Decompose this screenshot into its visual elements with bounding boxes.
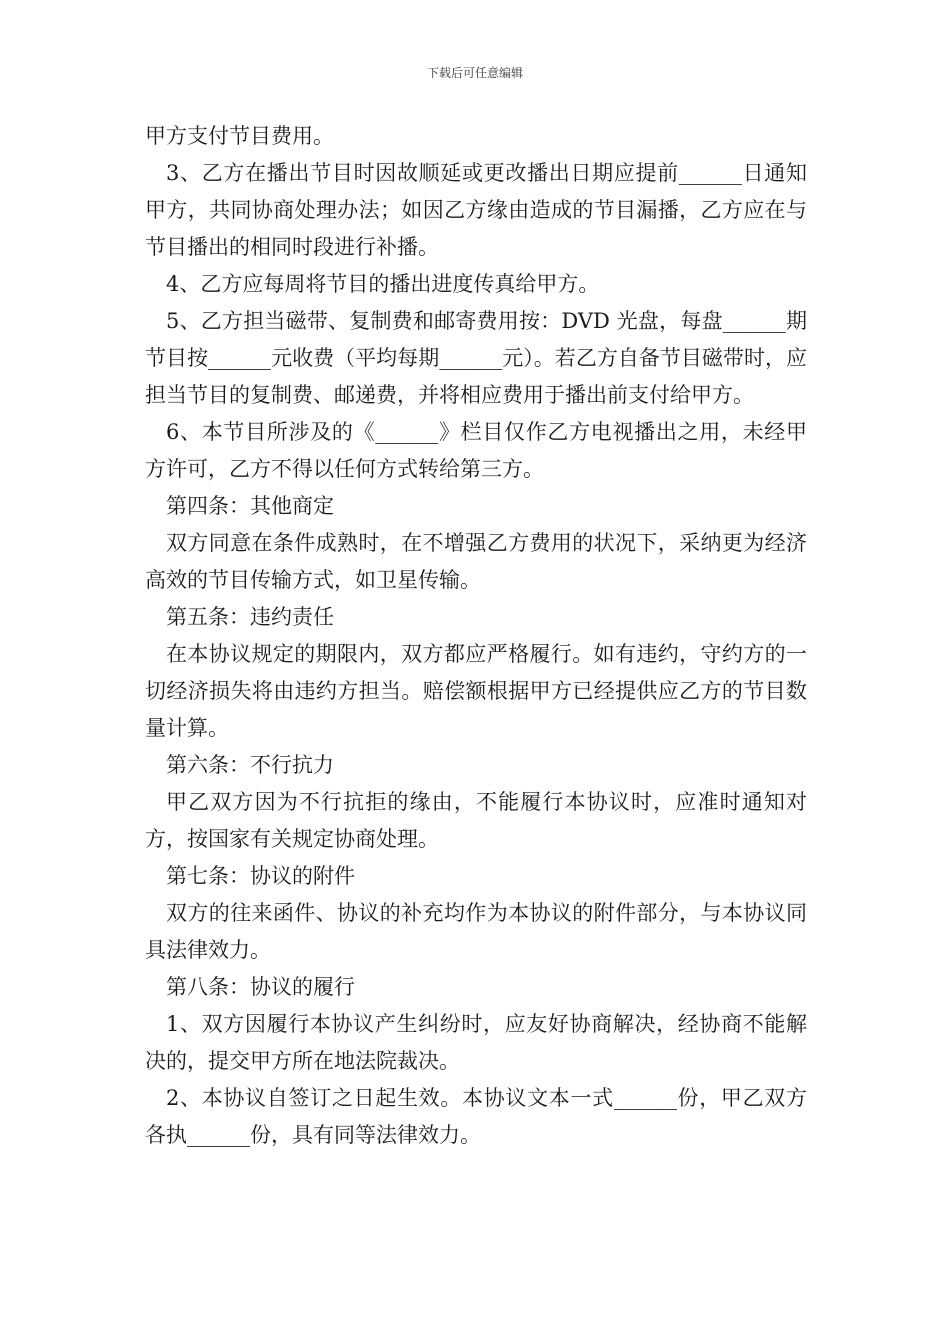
paragraph-6: 双方同意在条件成熟时，在不增强乙方费用的状况下，采纳更为经济高效的节目传输方式，如卫星传输。 bbox=[145, 531, 807, 592]
document-body bbox=[145, 118, 807, 1154]
page-header: 下载后可任意编辑 bbox=[426, 66, 523, 80]
paragraph-10: 甲乙双方因为不行抗拒的缘由，不能履行本协议时，应准时通知对方，按国家有关规定协商处理。 bbox=[145, 790, 807, 851]
section-heading-4: 第四条：其他商定 bbox=[166, 494, 334, 518]
paragraph-12: 双方的往来函件、协议的补充均作为本协议的附件部分，与本协议同具法律效力。 bbox=[145, 901, 807, 962]
paragraph-8: 在本协议规定的期限内，双方都应严格履行。如有违约，守约方的一切经济损失将由违约方担当。赔偿额根据甲方已经提供应乙方的节目数量计算。 bbox=[145, 642, 807, 740]
paragraph-4: 6、本节目所涉及的《______》栏目仅作乙方电视播出之用，未经甲方许可，乙方不得以任何方式转给第三方。 bbox=[145, 420, 807, 481]
section-heading-7: 第七条：协议的附件 bbox=[166, 864, 355, 888]
paragraph-15: 2、本协议自签订之日起生效。本协议文本一式______份，甲乙双方各执______份，具有同等法律效力。 bbox=[145, 1086, 807, 1147]
paragraph-0: 甲方支付节目费用。 bbox=[145, 124, 334, 148]
paragraph-14: 1、双方因履行本协议产生纠纷时，应友好协商解决，经协商不能解决的，提交甲方所在地法院裁决。 bbox=[145, 1012, 807, 1073]
section-heading-5: 第五条：违约责任 bbox=[166, 605, 334, 629]
paragraph-3: 5、乙方担当磁带、复制费和邮寄费用按：DVD 光盘，每盘______期节目按______元收费（平均每期______元）。若乙方自备节目磁带时，应担当节目的复制费、邮递费，并将相应费用于播出前支付给甲方。 bbox=[145, 309, 807, 407]
section-heading-6: 第六条：不行抗力 bbox=[166, 753, 334, 777]
paragraph-1: 3、乙方在播出节目时因故顺延或更改播出日期应提前______日通知甲方，共同协商处理办法；如因乙方缘由造成的节目漏播，乙方应在与节目播出的相同时段进行补播。 bbox=[145, 161, 807, 259]
section-heading-8: 第八条：协议的履行 bbox=[166, 975, 355, 999]
paragraph-2: 4、乙方应每周将节目的播出进度传真给甲方。 bbox=[166, 272, 600, 296]
